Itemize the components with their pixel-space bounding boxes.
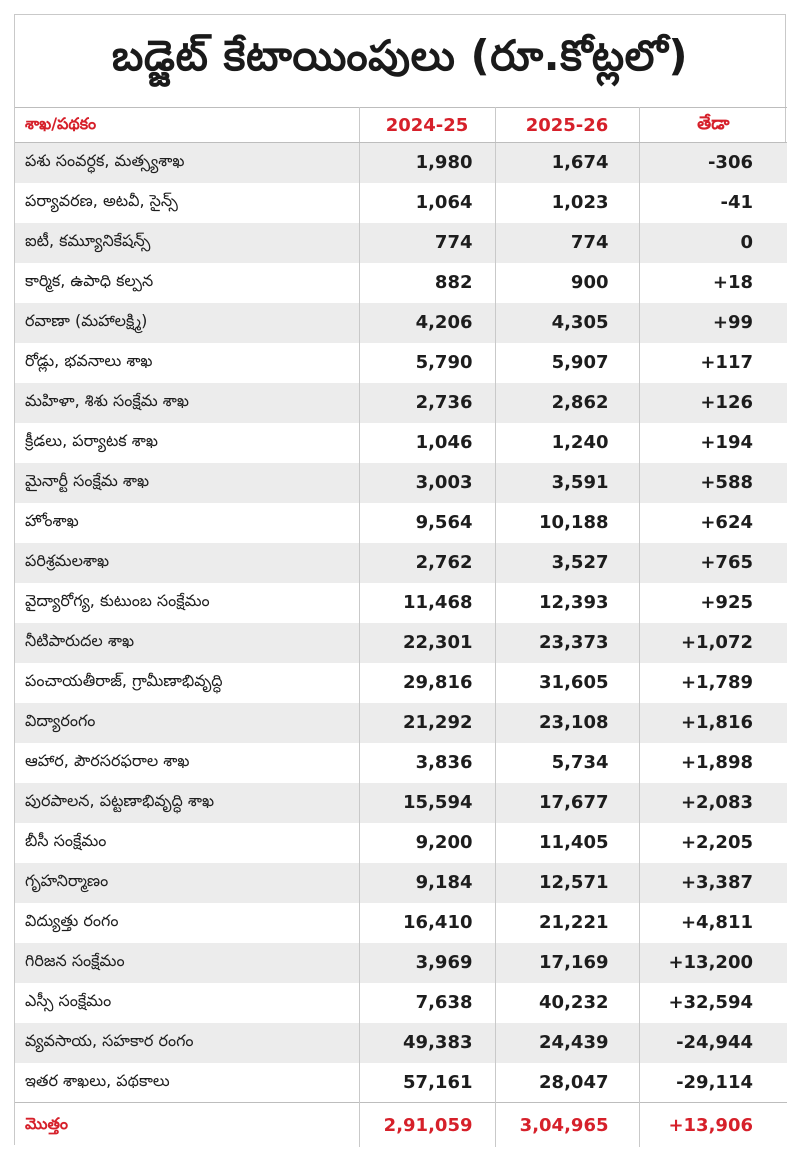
budget-allocation-card (14, 14, 786, 1145)
value-difference: +13,200 (639, 943, 787, 983)
value-difference: +2,083 (639, 783, 787, 823)
value-2025-26: 23,373 (495, 623, 639, 663)
value-difference: -29,114 (639, 1063, 787, 1103)
value-2025-26: 3,591 (495, 463, 639, 503)
header-department: శాఖ/పథకం (15, 108, 359, 143)
value-difference: +3,387 (639, 863, 787, 903)
department-name: పురపాలన, పట్టణాభివృద్ధి శాఖ (15, 783, 359, 823)
value-2025-26: 3,527 (495, 543, 639, 583)
department-name: హోంశాఖ (15, 503, 359, 543)
department-name: విద్యారంగం (15, 703, 359, 743)
value-2025-26: 4,305 (495, 303, 639, 343)
page-title: బడ్జెట్ కేటాయింపులు (రూ.కోట్లలో) (111, 31, 689, 80)
value-difference: +925 (639, 583, 787, 623)
table-row (15, 583, 787, 623)
department-name: విద్యుత్తు రంగం (15, 903, 359, 943)
total-difference: +13,906 (639, 1103, 787, 1148)
total-2025-26: 3,04,965 (495, 1103, 639, 1148)
table-row (15, 743, 787, 783)
department-name: పరిశ్రమలశాఖ (15, 543, 359, 583)
value-2025-26: 1,674 (495, 143, 639, 183)
value-difference: +1,816 (639, 703, 787, 743)
department-name: గిరిజన సంక్షేమం (15, 943, 359, 983)
value-2024-25: 21,292 (359, 703, 495, 743)
department-name: ఆహార, పౌరసరఫరాల శాఖ (15, 743, 359, 783)
value-2024-25: 57,161 (359, 1063, 495, 1103)
department-name: రవాణా (మహాలక్ష్మి) (15, 303, 359, 343)
value-2024-25: 49,383 (359, 1023, 495, 1063)
value-2024-25: 1,064 (359, 183, 495, 223)
value-2024-25: 3,836 (359, 743, 495, 783)
value-difference: +765 (639, 543, 787, 583)
value-difference: 0 (639, 223, 787, 263)
total-row (15, 1103, 787, 1148)
value-2024-25: 4,206 (359, 303, 495, 343)
department-name: వ్యవసాయ, సహకార రంగం (15, 1023, 359, 1063)
value-difference: +4,811 (639, 903, 787, 943)
value-2024-25: 15,594 (359, 783, 495, 823)
table-row (15, 1063, 787, 1103)
department-name: కార్మిక, ఉపాధి కల్పన (15, 263, 359, 303)
value-difference: +1,072 (639, 623, 787, 663)
value-difference: +194 (639, 423, 787, 463)
department-name: క్రీడలు, పర్యాటక శాఖ (15, 423, 359, 463)
table-row (15, 663, 787, 703)
value-difference: +99 (639, 303, 787, 343)
value-difference: +2,205 (639, 823, 787, 863)
value-2025-26: 40,232 (495, 983, 639, 1023)
table-row (15, 1023, 787, 1063)
department-name: పర్యావరణ, అటవీ, సైన్స్ (15, 183, 359, 223)
table-row (15, 423, 787, 463)
value-2025-26: 774 (495, 223, 639, 263)
department-name: మహిళా, శిశు సంక్షేమ శాఖ (15, 383, 359, 423)
value-2025-26: 12,393 (495, 583, 639, 623)
value-2025-26: 28,047 (495, 1063, 639, 1103)
value-2024-25: 1,980 (359, 143, 495, 183)
table-row (15, 543, 787, 583)
table-body (15, 143, 787, 1103)
department-name: ఇతర శాఖలు, పథకాలు (15, 1063, 359, 1103)
total-2024-25: 2,91,059 (359, 1103, 495, 1148)
value-2025-26: 10,188 (495, 503, 639, 543)
table-row (15, 943, 787, 983)
value-2025-26: 31,605 (495, 663, 639, 703)
value-2024-25: 2,736 (359, 383, 495, 423)
value-difference: -41 (639, 183, 787, 223)
department-name: వైద్యారోగ్య, కుటుంబ సంక్షేమం (15, 583, 359, 623)
value-difference: +1,789 (639, 663, 787, 703)
value-2025-26: 1,240 (495, 423, 639, 463)
table-row (15, 903, 787, 943)
total-label: మొత్తం (15, 1103, 359, 1148)
table-row (15, 983, 787, 1023)
table-header-row (15, 108, 787, 143)
table-row (15, 303, 787, 343)
department-name: నీటిపారుదల శాఖ (15, 623, 359, 663)
value-2024-25: 9,184 (359, 863, 495, 903)
value-2025-26: 17,677 (495, 783, 639, 823)
value-2024-25: 29,816 (359, 663, 495, 703)
value-2024-25: 16,410 (359, 903, 495, 943)
table-row (15, 503, 787, 543)
table-row (15, 623, 787, 663)
value-2024-25: 2,762 (359, 543, 495, 583)
value-2025-26: 900 (495, 263, 639, 303)
value-2024-25: 9,200 (359, 823, 495, 863)
value-difference: -24,944 (639, 1023, 787, 1063)
value-2024-25: 774 (359, 223, 495, 263)
table-row (15, 703, 787, 743)
table-row (15, 823, 787, 863)
table-row (15, 383, 787, 423)
table-row (15, 783, 787, 823)
department-name: పశు సంవర్ధక, మత్స్యశాఖ (15, 143, 359, 183)
value-2025-26: 21,221 (495, 903, 639, 943)
value-2024-25: 11,468 (359, 583, 495, 623)
table-row (15, 143, 787, 183)
header-year-2025-26: 2025-26 (495, 108, 639, 143)
department-name: పంచాయతీరాజ్, గ్రామీణాభివృద్ధి (15, 663, 359, 703)
table-row (15, 463, 787, 503)
value-2024-25: 7,638 (359, 983, 495, 1023)
value-2024-25: 22,301 (359, 623, 495, 663)
value-2024-25: 9,564 (359, 503, 495, 543)
value-2024-25: 3,003 (359, 463, 495, 503)
value-difference: +18 (639, 263, 787, 303)
table-row (15, 223, 787, 263)
table-row (15, 343, 787, 383)
value-2025-26: 11,405 (495, 823, 639, 863)
budget-table (15, 107, 787, 1147)
table-row (15, 183, 787, 223)
value-2025-26: 2,862 (495, 383, 639, 423)
value-2024-25: 5,790 (359, 343, 495, 383)
value-difference: +126 (639, 383, 787, 423)
value-difference: +588 (639, 463, 787, 503)
value-difference: +624 (639, 503, 787, 543)
header-year-2024-25: 2024-25 (359, 108, 495, 143)
value-difference: +117 (639, 343, 787, 383)
value-difference: +1,898 (639, 743, 787, 783)
department-name: ఎస్సీ సంక్షేమం (15, 983, 359, 1023)
value-2024-25: 1,046 (359, 423, 495, 463)
value-difference: -306 (639, 143, 787, 183)
value-2024-25: 3,969 (359, 943, 495, 983)
value-2025-26: 5,907 (495, 343, 639, 383)
department-name: రోడ్లు, భవనాలు శాఖ (15, 343, 359, 383)
value-2025-26: 24,439 (495, 1023, 639, 1063)
header-difference: తేడా (639, 108, 787, 143)
department-name: గృహనిర్మాణం (15, 863, 359, 903)
department-name: ఐటీ, కమ్యూనికేషన్స్ (15, 223, 359, 263)
value-2025-26: 23,108 (495, 703, 639, 743)
department-name: బీసీ సంక్షేమం (15, 823, 359, 863)
value-2025-26: 5,734 (495, 743, 639, 783)
value-2025-26: 1,023 (495, 183, 639, 223)
value-2025-26: 12,571 (495, 863, 639, 903)
value-2025-26: 17,169 (495, 943, 639, 983)
table-row (15, 863, 787, 903)
value-difference: +32,594 (639, 983, 787, 1023)
department-name: మైనార్టీ సంక్షేమ శాఖ (15, 463, 359, 503)
table-row (15, 263, 787, 303)
value-2024-25: 882 (359, 263, 495, 303)
